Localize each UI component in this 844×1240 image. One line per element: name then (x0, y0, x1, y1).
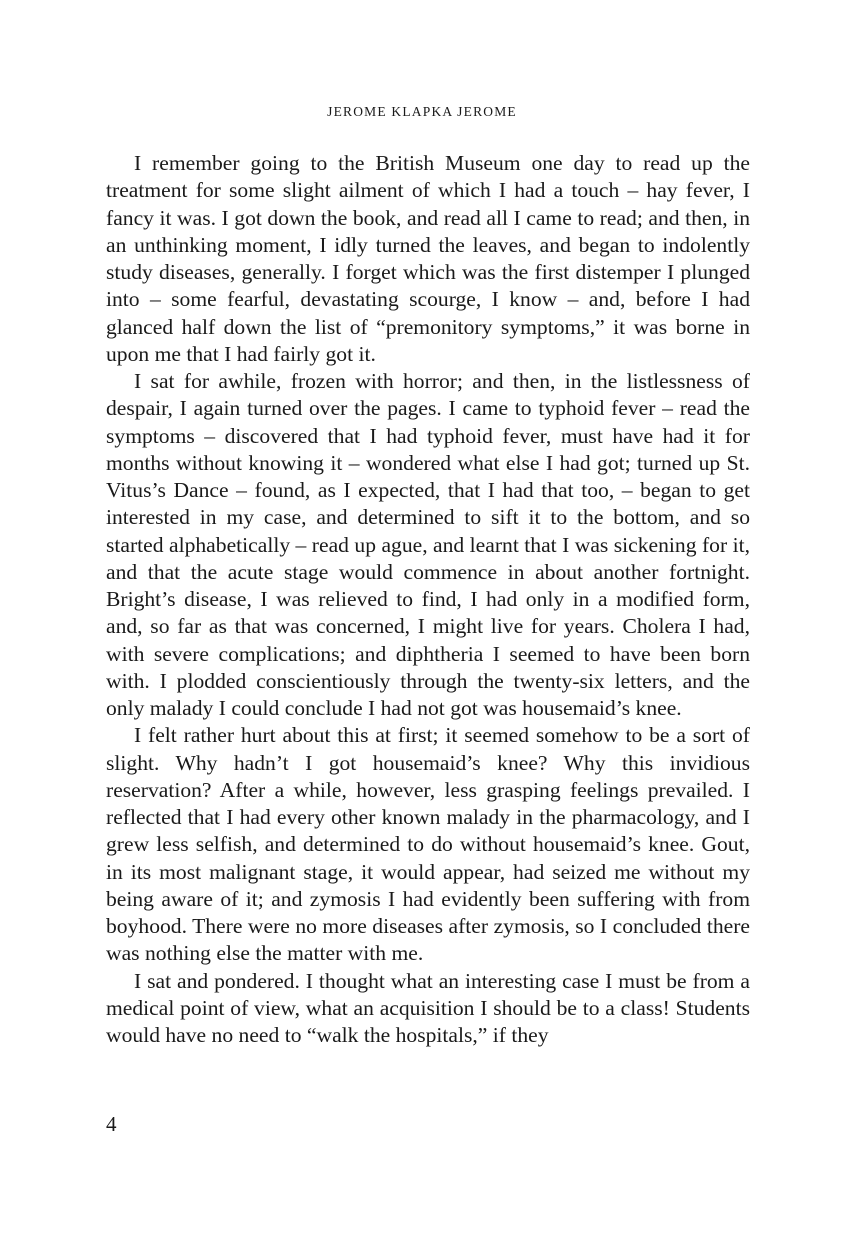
paragraph-3: I felt rather hurt about this at first; it seemed somehow to be a sort of slight. Why hadn’t I got housemaid’s knee? Why this invidious reservation? After a while, however, less grasping feelings prevailed. I reflected that I had every other known malady in the pharmacology, and I grew less selfish, and determined to do without housemaid’s knee. Gout, in its most malignant stage, it would appear, had seized me without my being aware of it; and zymosis I had evidently been suffering with from boyhood. There were no more diseases after zymosis, so I concluded there was nothing else the matter with me. (106, 723, 750, 966)
paragraph-2: I sat for awhile, frozen with horror; and then, in the listlessness of despair, I again turned over the pages. I came to typhoid fever – read the symptoms – discovered that I had typhoid fever, must have had it for months without knowing it – wondered what else I had got; turned up St. Vitus’s Dance – found, as I expected, that I had that too, – began to get interested in my case, and determined to sift it to the bottom, and so started alphabetically – read up ague, and learnt that I was sickening for it, and that the acute stage would commence in about another fortnight. Bright’s disease, I was relieved to find, I had only in a modified form, and, so far as that was concerned, I might live for years. Cholera I had, with severe complications; and diphtheria I seemed to have been born with. I plodded conscientiously through the twenty-six letters, and the only malady I could conclude I had not got was housemaid’s knee. (106, 369, 750, 720)
paragraph-4: I sat and pondered. I thought what an interesting case I must be from a medical point of view, what an acquisition I should be to a class! Students would have no need to “walk the hospitals,” if they (106, 968, 750, 1047)
page-number: 4 (106, 1112, 117, 1136)
body-text (106, 150, 750, 1049)
running-head: JEROME KLAPKA JEROME (327, 104, 517, 119)
paragraph-1: I remember going to the British Museum one day to read up the treatment for some slight ailment of which I had a touch – hay fever, I fancy it was. I got down the book, and read all I came to read; and then, in an unthinking moment, I idly turned the leaves, and began to indolently study diseases, generally. I forget which was the first distemper I plunged into – some fearful, devastating scourge, I know – and, before I had glanced half down the list of “premonitory symptoms,” it was borne in upon me that I had fairly got it. (106, 151, 750, 366)
